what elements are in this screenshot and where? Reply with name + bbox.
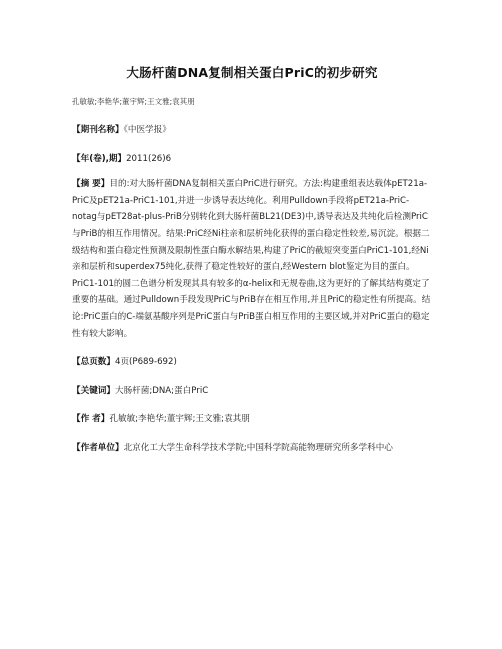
- field-label-keywords: 【关键词】: [72, 385, 115, 396]
- field-value-affiliation: 北京化工大学生命科学技术学院;中国科学院高能物理研究所多学科中心: [123, 442, 393, 453]
- field-value-pages: 4页(P689-692): [114, 357, 177, 368]
- author-line: 孔敏敏;李艳华;董宇辉;王文雅;袁其朋: [72, 97, 195, 106]
- field-journal: [72, 122, 432, 139]
- field-authors: [72, 411, 432, 428]
- field-label-pages: 【总页数】: [72, 357, 115, 368]
- field-value-abstract: 目的:对大肠杆菌DNA复制相关蛋白PriC进行研究。方法:构建重组表达载体pET21a-PriC及pET21a-PriC1-101,并进一步诱导表达纯化。利用Pulldown手段将pET21a-PriC-notag与pET28at-plus-PriB分别转化到大肠杆菌BL21(DE3)中,诱导表达及共纯化后检测PriC与PriB的相互作用情况。结果:PriC经Ni柱亲和层析纯化获得的蛋白稳定性较差,易沉淀。根据二级结构和蛋白稳定性预测及限制性蛋白酶水解结果,构建了PriC的截短突变蛋白PriC1-101,经Ni亲和层析和superdex75纯化,获得了稳定性较好的蛋白,经Western blot鉴定为目的蛋白。PriC1-101的圆二色谱分析发现其具有较多的α-helix和无规卷曲,这为更好的了解其结构奠定了重要的基础。通过Pulldown手段发现PriC与PriB存在相互作用,并且PriC的稳定性有所提高。结论:PriC蛋白的C-端氨基酸序列是PriC蛋白与PriB蛋白相互作用的主要区域,并对PriC蛋白的稳定性有较大影响。: [72, 179, 431, 339]
- field-label-year: 【年(卷),期】: [72, 153, 127, 164]
- field-keywords: [72, 383, 432, 400]
- document-title: 大肠杆菌DNA复制相关蛋白PriC的初步研究: [126, 65, 378, 80]
- field-affiliation: [72, 440, 432, 457]
- field-label-authors: 【作 者】: [72, 414, 110, 425]
- field-value-authors: 孔敏敏;李艳华;董宇辉;王文雅;袁其朋: [109, 414, 250, 425]
- field-pages: [72, 354, 432, 371]
- field-value-journal: 《中医学报》: [123, 125, 171, 135]
- field-value-keywords: 大肠杆菌;DNA;蛋白PriC: [114, 385, 209, 396]
- field-value-year: 2011(26)6: [126, 153, 172, 164]
- field-label-abstract: 【摘 要】: [72, 179, 110, 190]
- field-abstract: [72, 176, 432, 342]
- field-label-affiliation: 【作者单位】: [72, 442, 124, 453]
- field-label-journal: 【期刊名称】: [72, 125, 124, 135]
- field-year: [72, 151, 432, 168]
